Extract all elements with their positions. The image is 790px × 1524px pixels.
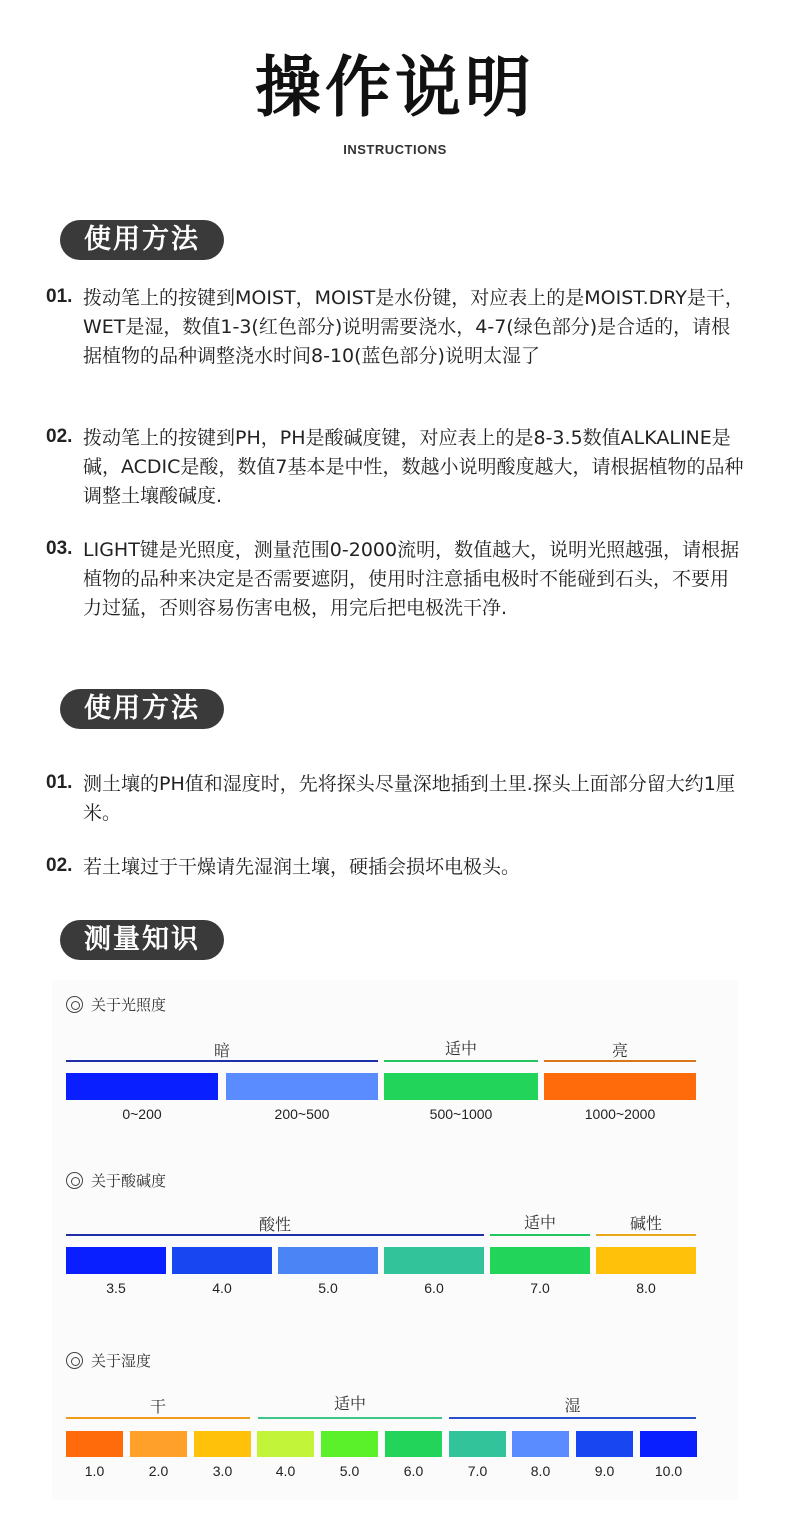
light-group-line xyxy=(66,1060,378,1062)
light-scale-label xyxy=(66,994,166,1015)
moisture-scale-value: 8.0 xyxy=(530,1463,551,1479)
moisture-group-label: 适中 xyxy=(333,1394,366,1413)
ph-group-line xyxy=(490,1234,590,1236)
light-group-label: 适中 xyxy=(444,1039,477,1058)
light-group-line xyxy=(384,1060,538,1062)
moisture-scale-bar xyxy=(194,1431,251,1457)
light-scale-bar xyxy=(544,1073,696,1100)
step-item xyxy=(46,536,746,623)
ph-scale-value: 5.0 xyxy=(318,1280,338,1296)
moisture-scale-bar xyxy=(130,1431,187,1457)
target-circle-icon xyxy=(66,1172,83,1189)
ph-scale-bar xyxy=(384,1247,484,1274)
section-heading-usage-1: 使用方法 xyxy=(60,220,224,260)
step-item xyxy=(46,424,746,511)
page-subtitle: INSTRUCTIONS xyxy=(343,142,447,157)
moisture-scale-label xyxy=(66,1350,151,1371)
light-group-label: 亮 xyxy=(611,1041,628,1060)
step-text: 拨动笔上的按键到MOIST，MOIST是水份键，对应表上的是MOIST.DRY是干，WET是湿，数值1-3(红色部分)说明需要浇水，4-7(绿色部分)是合适的，请根据植物的品种调整浇水时间8-10(蓝色部分)说明太湿了 xyxy=(83,287,744,367)
moisture-scale-value: 2.0 xyxy=(148,1463,169,1479)
moisture-scale-bar xyxy=(66,1431,123,1457)
ph-scale-bar xyxy=(278,1247,378,1274)
moisture-scale-value: 3.0 xyxy=(212,1463,233,1479)
light-group-line xyxy=(544,1060,696,1062)
moisture-scale-bar xyxy=(257,1431,314,1457)
light-group-label: 暗 xyxy=(213,1041,230,1060)
ph-scale-bar xyxy=(490,1247,590,1274)
moisture-scale-value: 9.0 xyxy=(594,1463,615,1479)
target-circle-icon xyxy=(66,996,83,1013)
moisture-scale-bar xyxy=(576,1431,633,1457)
ph-scale-value: 8.0 xyxy=(636,1280,656,1296)
step-text: 测土壤的PH值和湿度时，先将探头尽量深地插到土里.探头上面部分留大约1厘米。 xyxy=(83,773,735,824)
ph-scale-value: 4.0 xyxy=(212,1280,232,1296)
ph-scale-label xyxy=(66,1170,166,1191)
ph-scale-label-text: 关于酸碱度 xyxy=(91,1172,167,1190)
ph-group-line xyxy=(596,1234,696,1236)
section-heading-knowledge: 测量知识 xyxy=(60,920,224,960)
step-number: 01. xyxy=(46,772,73,793)
light-scale-bar xyxy=(66,1073,218,1100)
step-item xyxy=(46,284,746,371)
ph-scale-bar xyxy=(66,1247,166,1274)
moisture-group-label: 湿 xyxy=(564,1396,581,1415)
light-scale-label-text: 关于光照度 xyxy=(91,996,167,1014)
light-scale-value: 200~500 xyxy=(274,1106,330,1122)
moisture-scale-bar xyxy=(512,1431,569,1457)
moisture-scale-bar xyxy=(640,1431,697,1457)
ph-group-label: 适中 xyxy=(523,1213,556,1232)
step-item xyxy=(46,770,746,828)
light-scale-bar xyxy=(384,1073,538,1100)
step-number: 02. xyxy=(46,426,73,447)
moisture-scale-label-text: 关于湿度 xyxy=(91,1352,152,1370)
step-number: 02. xyxy=(46,855,73,876)
step-item xyxy=(46,853,746,882)
ph-group-label: 碱性 xyxy=(629,1214,662,1233)
moisture-group-line xyxy=(449,1417,696,1419)
step-number: 03. xyxy=(46,538,73,559)
ph-scale-value: 6.0 xyxy=(424,1280,444,1296)
moisture-group-label: 干 xyxy=(149,1397,166,1416)
step-text: 拨动笔上的按键到PH，PH是酸碱度键，对应表上的是8-3.5数值ALKALINE是碱，ACDIC是酸，数值7基本是中性，数越小说明酸度越大，请根据植物的品种调整土壤酸碱度. xyxy=(83,427,744,507)
step-text: LIGHT键是光照度，测量范围0-2000流明，数值越大，说明光照越强，请根据植物的品种来决定是否需要遮阴，使用时注意插电极时不能碰到石头，不要用力过猛，否则容易伤害电极，用完后把电极洗干净. xyxy=(83,539,740,619)
moisture-scale-bar xyxy=(385,1431,442,1457)
moisture-scale-value: 4.0 xyxy=(275,1463,296,1479)
step-number: 01. xyxy=(46,286,73,307)
ph-scale-value: 3.5 xyxy=(106,1280,126,1296)
moisture-group-line xyxy=(66,1417,250,1419)
page-title: 操作说明 xyxy=(255,49,535,126)
ph-scale-bar xyxy=(172,1247,272,1274)
target-circle-icon xyxy=(66,1352,83,1369)
moisture-scale-value: 5.0 xyxy=(339,1463,360,1479)
light-scale-bar xyxy=(226,1073,378,1100)
moisture-scale-bar xyxy=(449,1431,506,1457)
moisture-scale-value: 7.0 xyxy=(467,1463,488,1479)
moisture-group-line xyxy=(258,1417,442,1419)
moisture-scale-value: 6.0 xyxy=(403,1463,424,1479)
section-heading-usage-2: 使用方法 xyxy=(60,689,224,729)
moisture-scale-value: 1.0 xyxy=(84,1463,105,1479)
light-scale-value: 0~200 xyxy=(122,1106,162,1122)
ph-scale-value: 7.0 xyxy=(530,1280,550,1296)
light-scale-value: 500~1000 xyxy=(429,1106,493,1122)
ph-scale-bar xyxy=(596,1247,696,1274)
moisture-scale-value: 10.0 xyxy=(654,1463,683,1479)
light-scale-value: 1000~2000 xyxy=(584,1106,656,1122)
ph-group-label: 酸性 xyxy=(258,1215,291,1234)
ph-group-line xyxy=(66,1234,484,1236)
moisture-scale-bar xyxy=(321,1431,378,1457)
step-text: 若土壤过于干燥请先湿润土壤，硬插会损坏电极头。 xyxy=(83,856,521,878)
